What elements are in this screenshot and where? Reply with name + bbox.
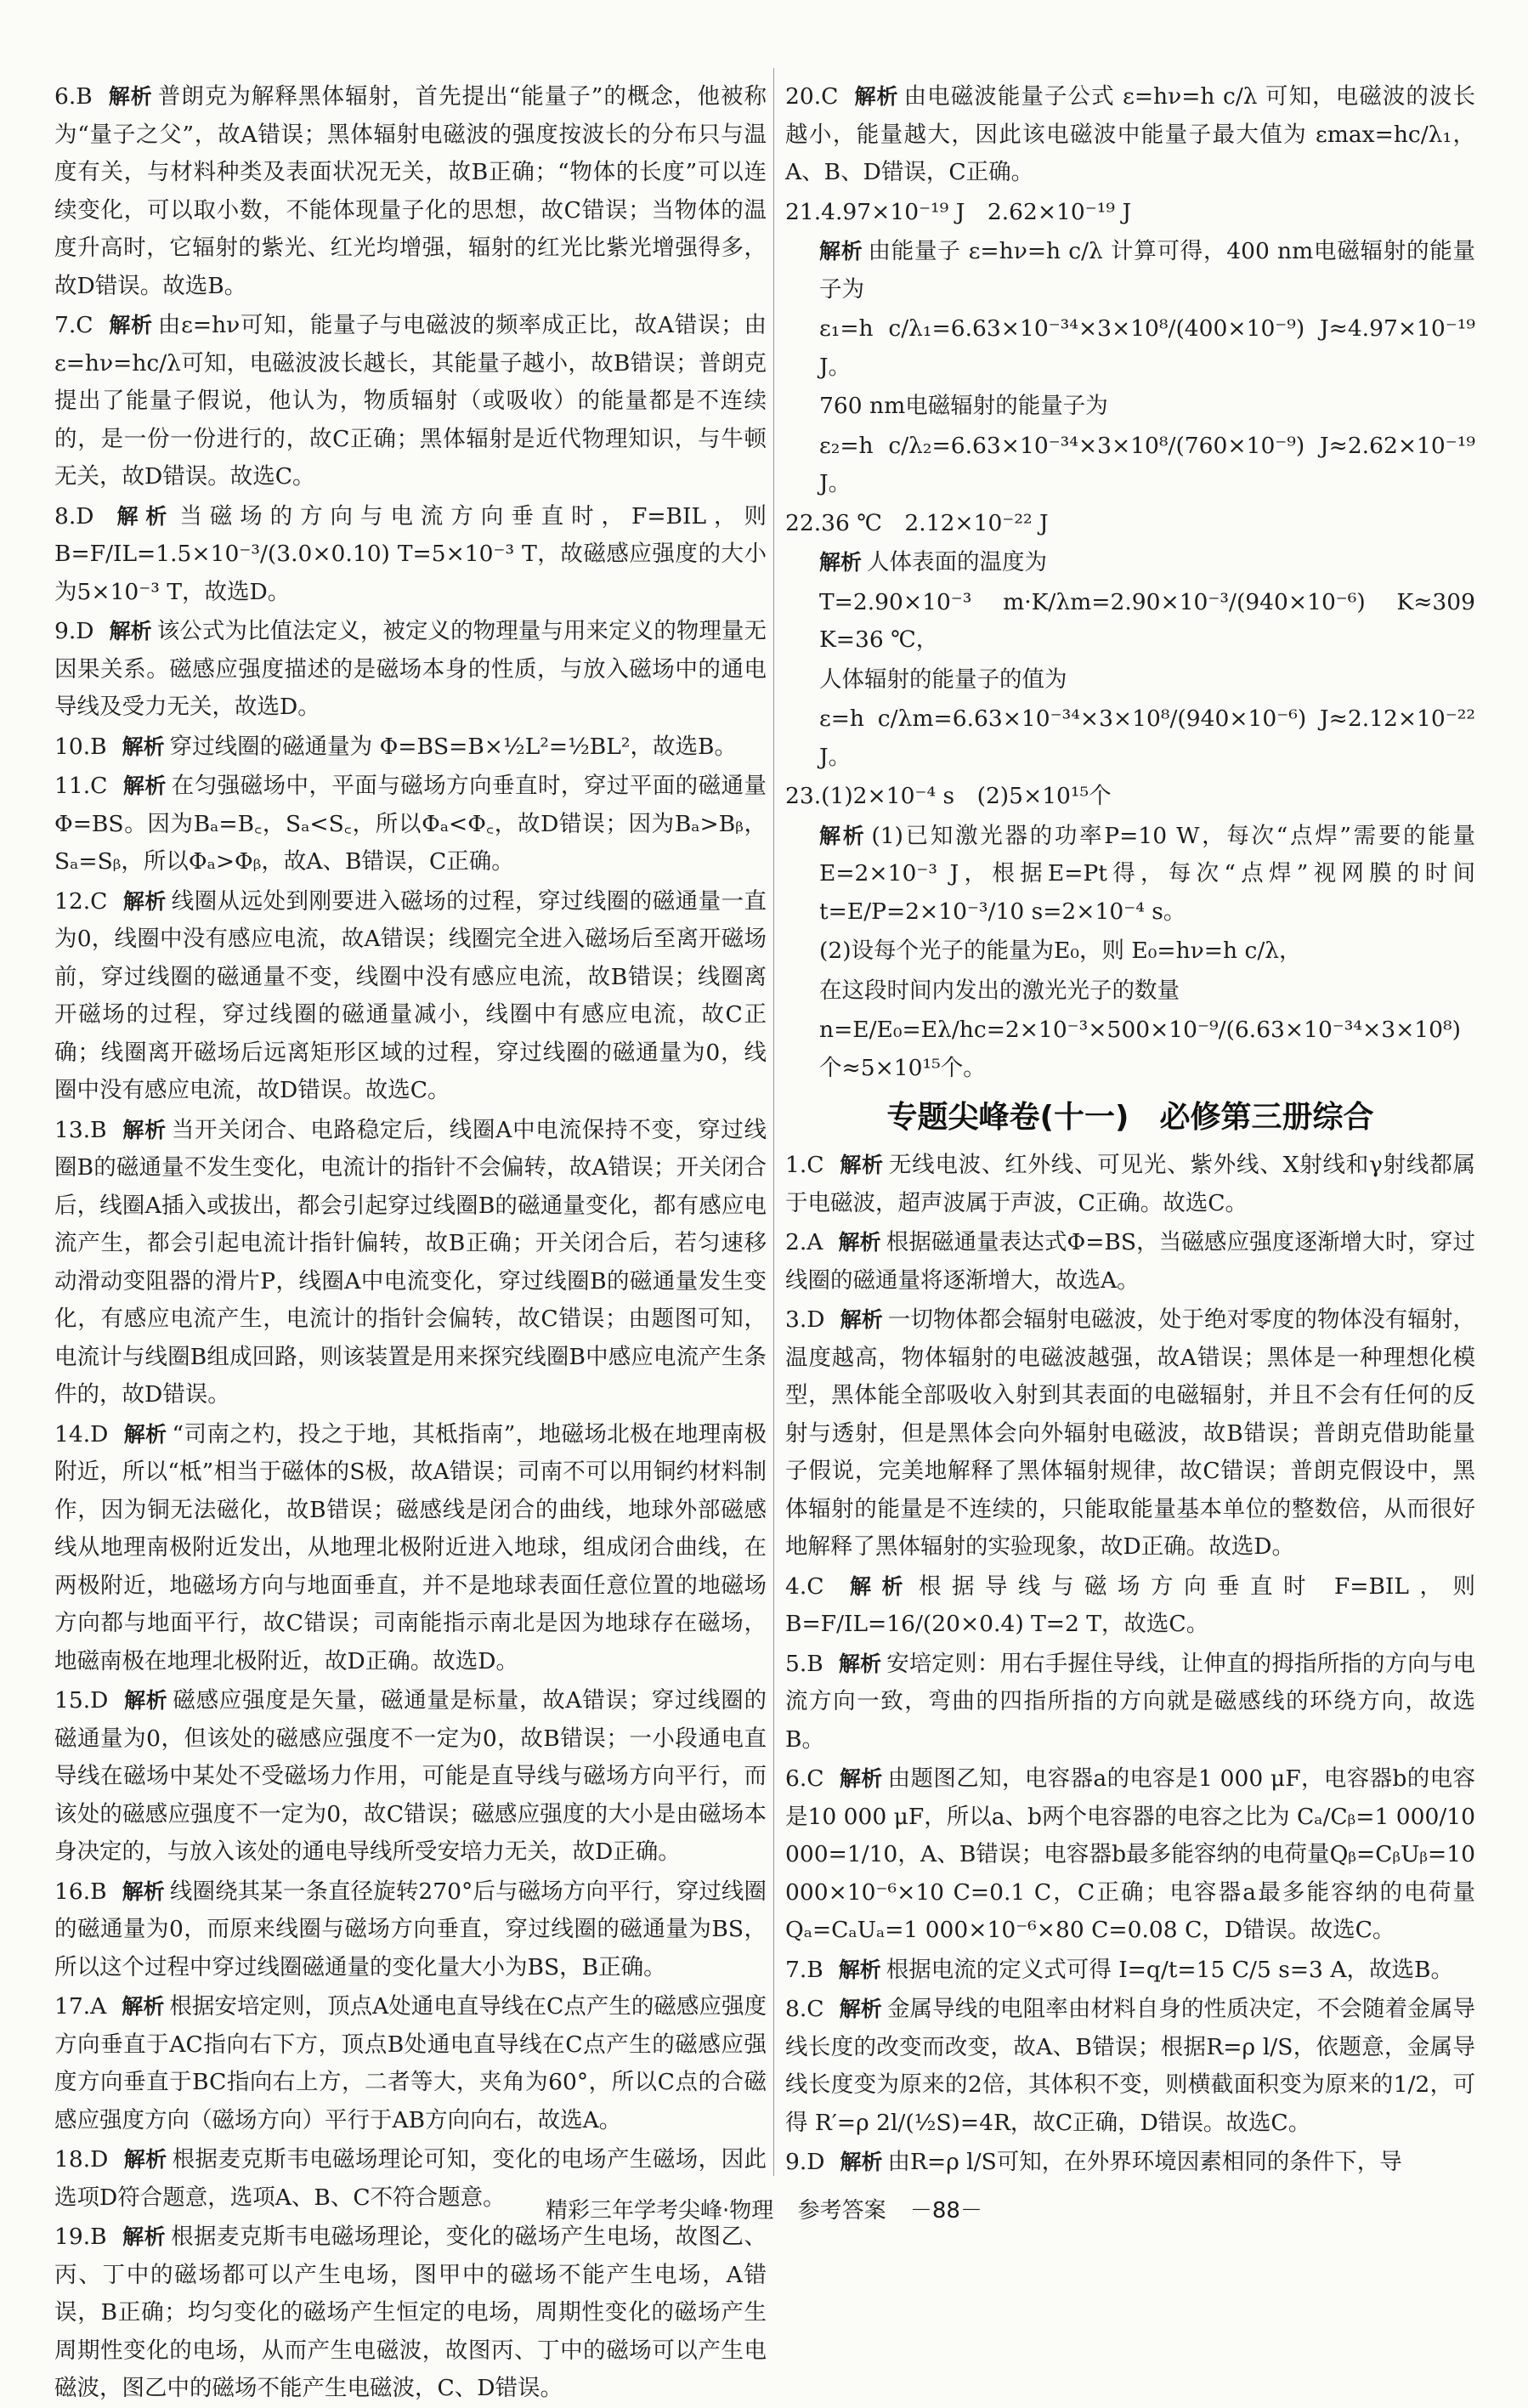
analysis-text: 根据磁通量表达式Φ=BS，当磁感应强度逐渐增大时，穿过线圈的磁通量将逐渐增大，故选A。 bbox=[785, 1229, 1475, 1294]
analysis-label: 解析 bbox=[122, 1117, 167, 1142]
analysis-text: 一切物体都会辐射电磁波，处于绝对零度的物体没有辐射，温度越高，物体辐射的电磁波越强，故A错误；黑体是一种理想化模型，黑体能全部吸收入射到其表面的电磁辐射，并且不会有任何的反射与透射，但是黑体会向外辐射电磁波，故B错误；普朗克借助能量子假说，完美地解释了黑体辐射规律，故C错误；普朗克假设中，黑体辐射的能量是不连续的，只能取能量基本单位的整数倍，从而很好地解释了黑体辐射的实验现象，故D正确。故选D。 bbox=[785, 1306, 1475, 1560]
analysis-label: 解析 bbox=[108, 313, 153, 337]
analysis-text: 由题图乙知，电容器a的电容是1 000 μF，电容器b的电容是10 000 μF，所以a、b两个电容器的电容之比为 Cₐ/Cᵦ=1 000/10 000=1/10，A、B错误；电容器b最多能容纳的电荷量Qᵦ=CᵦUᵦ=10 000×10⁻⁶×10 C=0.1 C，C正确；电容器a最多能容纳的电荷量Qₐ=CₐUₐ=1 000×10⁻⁶×80 C=0.08 C，D错误。故选C。 bbox=[785, 1765, 1476, 1943]
answer-item bbox=[819, 388, 1475, 426]
answer-key: 19.B bbox=[54, 2224, 107, 2250]
answer-item bbox=[785, 194, 1475, 232]
footer-page-number: －88－ bbox=[909, 2198, 982, 2224]
analysis-text: (1)已知激光器的功率P=10 W，每次“点焊”需要的能量E=2×10⁻³ J，根据E=Pt得，每次“点焊”视网膜的时间 t=E/P=2×10⁻³/10 s=2×10⁻⁴ s。 bbox=[819, 822, 1475, 925]
analysis-label: 解析 bbox=[819, 550, 863, 575]
answer-item bbox=[54, 1873, 767, 1987]
answer-key: 6.B bbox=[54, 83, 93, 110]
answer-item bbox=[819, 310, 1475, 386]
answer-item bbox=[54, 1682, 767, 1872]
answer-key: 20.C bbox=[785, 83, 839, 110]
answer-key: 9.D bbox=[785, 2149, 825, 2175]
analysis-label: 解析 bbox=[838, 1651, 882, 1676]
analysis-text: 根据麦克斯韦电磁场理论，变化的磁场产生电场，故图乙、丙、丁中的磁场都可以产生电场，图甲中的磁场不能产生电场，A错误，B正确；均匀变化的磁场产生恒定的电场，周期性变化的磁场产生周期性变化的电场，从而产生电磁波，故图丙、丁中的磁场可以产生电磁波，图乙中的磁场不能产生电磁波，C、D错误。 bbox=[54, 2224, 767, 2401]
answer-item bbox=[819, 972, 1475, 1011]
analysis-text: 安培定则：用右手握住导线，让伸直的拇指所指的方向与电流方向一致，弯曲的四指所指的方向就是磁感线的环绕方向，故选B。 bbox=[785, 1650, 1475, 1753]
answer-key: 7.B bbox=[785, 1956, 823, 1983]
analysis-text: 线圈从远处到刚要进入磁场的过程，穿过线圈的磁通量一直为0，线圈中没有感应电流，故A错误；线圈完全进入磁场后至离开磁场前，穿过线圈的磁通量不变，线圈中没有感应电流，故B错误；线圈离开磁场的过程，穿过线圈的磁通量减小，线圈中有感应电流，故C正确；线圈离开磁场后远离矩形区域的过程，穿过线圈的磁通量为0，线圈中没有感应电流，故D错误。故选C。 bbox=[54, 887, 767, 1103]
answer-item bbox=[785, 1224, 1475, 1300]
answer-key: 16.B bbox=[54, 1878, 107, 1905]
analysis-text: 磁感应强度是矢量，磁通量是标量，故A错误；穿过线圈的磁通量为0，但该处的磁感应强度不一定为0，故B错误；一小段通电直导线在磁场中某处不受磁场力作用，可能是直导线与磁场方向平行，而该处的磁感应强度不一定为0，故C错误；磁感应强度的大小是由磁场本身决定的，与放入该处的通电导线所受安培力无关，故D正确。 bbox=[54, 1687, 767, 1865]
analysis-text: 线圈绕其某一条直径旋转270°后与磁场方向平行，穿过线圈的磁通量为0，而原来线圈与磁场方向垂直，穿过线圈的磁通量为BS，所以这个过程中穿过线圈磁通量的变化量大小为BS，B正确。 bbox=[54, 1878, 767, 1980]
analysis-label: 解析 bbox=[840, 2150, 883, 2174]
analysis-label: 解析 bbox=[853, 84, 899, 109]
analysis-label: 解析 bbox=[109, 619, 152, 643]
answer-key: 10.B bbox=[54, 733, 107, 760]
answer-item bbox=[819, 661, 1475, 700]
analysis-label: 解析 bbox=[123, 1688, 168, 1713]
answer-item bbox=[54, 1112, 767, 1414]
section-title: 专题尖峰卷(十一) 必修第三册综合 bbox=[886, 1100, 1374, 1135]
answers-continued bbox=[785, 78, 1475, 1087]
answer-item bbox=[785, 778, 1475, 816]
analysis-label: 解析 bbox=[840, 1307, 883, 1332]
answer-key: 8.C bbox=[785, 1996, 824, 2022]
analysis-label: 解析 bbox=[819, 823, 867, 848]
analysis-label: 解析 bbox=[122, 1994, 165, 2019]
answer-item bbox=[54, 1416, 767, 1681]
analysis-text: 由能量子 ε=hν=h c/λ 计算可得，400 nm电磁辐射的能量子为 bbox=[819, 238, 1475, 303]
answer-key: 22.36 ℃ 2.12×10⁻²² J bbox=[785, 509, 1049, 536]
answer-item bbox=[54, 2218, 767, 2408]
answer-key: 6.C bbox=[785, 1765, 824, 1792]
answer-item bbox=[54, 883, 767, 1110]
analysis-text: 普朗克为解释黑体辐射，首先提出“能量子”的概念，他被称为“量子之父”，故A错误；黑体辐射电磁波的强度按波长的分布只与温度有关，与材料种类及表面状况无关，故B正确；“物体的长度”可以连续变化，可以取小数，不能体现量子化的思想，故C错误；当物体的温度升高时，它辐射的紫光、红光均增强，辐射的红光比紫光增强得多，故D错误。故选B。 bbox=[54, 83, 767, 299]
answer-item bbox=[54, 613, 767, 727]
answer-item bbox=[785, 505, 1475, 543]
answer-item bbox=[54, 728, 767, 767]
answer-key: 2.A bbox=[785, 1229, 823, 1255]
answer-item bbox=[785, 2144, 1475, 2182]
answer-item bbox=[785, 1646, 1475, 1759]
analysis-label: 解析 bbox=[839, 1997, 882, 2021]
analysis-text: 根据麦克斯韦电磁场理论可知，变化的电场产生磁场，因此选项D符合题意，选项A、B、C不符合题意。 bbox=[54, 2146, 767, 2211]
answer-item bbox=[785, 1952, 1475, 1990]
footer-book-title: 精彩三年学考尖峰·物理 bbox=[546, 2198, 774, 2224]
analysis-label: 解析 bbox=[122, 2224, 167, 2249]
answer-key: 13.B bbox=[54, 1116, 107, 1143]
analysis-label: 解析 bbox=[122, 773, 167, 798]
analysis-text: 由ε=hν可知，能量子与电磁波的频率成正比，故A错误；由ε=hν=hc/λ可知，电磁波波长越长，其能量子越小，故B错误；普朗克提出了能量子假说，他认为，物质辐射（或吸收）的能量都是不连续的，是一份一份进行的，故C正确；黑体辐射是近代物理知识，与牛顿无关，故D错误。故选C。 bbox=[54, 312, 767, 490]
answer-item bbox=[819, 233, 1475, 309]
answer-item bbox=[819, 932, 1475, 971]
analysis-text: ε₂=h c/λ₂=6.63×10⁻³⁴×3×10⁸/(760×10⁻⁹) J≈2.62×10⁻¹⁹ J。 bbox=[819, 432, 1475, 496]
answer-item bbox=[819, 700, 1475, 776]
analysis-text: 根据安培定则，顶点A处通电直导线在C点产生的磁感应强度方向垂直于AC指向右下方，顶点B处通电直导线在C点产生的磁感应强度方向垂直于BC指向右上方，二者等大，夹角为60°，所以C点的合磁感应强度方向（磁场方向）平行于AB方向向右，故选A。 bbox=[54, 1993, 767, 2133]
analysis-text: 当开关闭合、电路稳定后，线圈A中电流保持不变，穿过线圈B的磁通量不发生变化，电流计的指针不会偏转，故A错误；开关闭合后，线圈A插入或拔出，都会引起穿过线圈B的磁通量变化，都有感应电流产生，都会引起电流计指针偏转，故B正确；开关闭合后，若匀速移动滑动变阻器的滑片P，线圈A中电流变化，穿过线圈B的磁通量发生变化，有感应电流产生，电流计的指针会偏转，故C错误；由题图可知，电流计与线圈B组成回路，则该装置是用来探究线圈B中感应电流产生条件的，故D错误。 bbox=[54, 1116, 767, 1408]
answer-item bbox=[54, 768, 767, 881]
answer-item bbox=[54, 498, 767, 612]
analysis-label: 解析 bbox=[122, 1878, 165, 1904]
analysis-label: 解析 bbox=[123, 1421, 167, 1447]
analysis-text: 人体辐射的能量子的值为 bbox=[819, 666, 1067, 693]
analysis-text: 由R=ρ l/S可知，在外界环境因素相同的条件下，导 bbox=[887, 2149, 1402, 2175]
analysis-text: n=E/E₀=Eλ/hc=2×10⁻³×500×10⁻⁹/(6.63×10⁻³⁴×3×10⁸)个≈5×10¹⁵个。 bbox=[819, 1017, 1461, 1081]
answer-key: 12.C bbox=[54, 887, 108, 915]
analysis-label: 解析 bbox=[839, 1766, 883, 1791]
answer-key: 15.D bbox=[54, 1687, 109, 1714]
answer-item bbox=[54, 307, 767, 496]
answer-key: 9.D bbox=[54, 618, 94, 644]
analysis-text: T=2.90×10⁻³ m·K/λm=2.90×10⁻³/(940×10⁻⁶) K≈309 K=36 ℃， bbox=[819, 588, 1475, 653]
answer-item bbox=[785, 1760, 1475, 1950]
analysis-label: 解析 bbox=[819, 239, 863, 263]
answers-section-11 bbox=[785, 1147, 1475, 2182]
analysis-text: ε=h c/λm=6.63×10⁻³⁴×3×10⁸/(940×10⁻⁶) J≈2.12×10⁻²² J。 bbox=[819, 705, 1475, 770]
answer-key: 14.D bbox=[54, 1420, 109, 1448]
footer-section: 参考答案 bbox=[797, 2198, 886, 2224]
right-column bbox=[785, 78, 1475, 2178]
answer-key: 17.A bbox=[54, 1993, 107, 2020]
answer-key: 1.C bbox=[785, 1152, 824, 1178]
answer-item bbox=[785, 1991, 1475, 2142]
analysis-label: 解析 bbox=[122, 734, 165, 759]
answer-item bbox=[819, 428, 1475, 503]
answer-item bbox=[785, 1568, 1475, 1644]
analysis-label: 解析 bbox=[838, 1230, 881, 1255]
column-divider bbox=[773, 68, 774, 2176]
answer-key: 23.(1)2×10⁻⁴ s (2)5×10¹⁵个 bbox=[785, 783, 1112, 809]
answer-key: 5.B bbox=[785, 1650, 823, 1677]
analysis-label: 解析 bbox=[839, 1573, 914, 1599]
analysis-label: 解析 bbox=[838, 1957, 881, 1982]
analysis-label: 解析 bbox=[839, 1153, 884, 1177]
analysis-text: 根据电流的定义式可得 I=q/t=15 C/5 s=3 A，故选B。 bbox=[886, 1956, 1453, 1983]
analysis-text: 当磁场的方向与电流方向垂直时，F=BIL，则 B=F/IL=1.5×10⁻³/(3.0×0.10) T=5×10⁻³ T，故磁感应强度的大小为5×10⁻³ T，故选D。 bbox=[54, 502, 767, 605]
answer-item bbox=[785, 1301, 1475, 1567]
analysis-text: “司南之杓，投之于地，其柢指南”，地磁场北极在地理南极附近，所以“柢”相当于磁体的S极，故A错误；司南不可以用铜约材料制作，因为铜无法磁化，故B错误；磁感线是闭合的曲线，地球外部磁感线从地理南极附近发出，从地理北极附近进入地球，组成闭合曲线，在两极附近，地磁场方向与地面垂直，并不是地球表面任意位置的地磁场方向都与地面平行，故C错误；司南能指示南北是因为地球存在磁场，地磁南极在地理北极附近，故D正确。故选D。 bbox=[54, 1420, 767, 1674]
answer-key: 8.D bbox=[54, 502, 94, 530]
analysis-text: 穿过线圈的磁通量为 Φ=BS=B×½L²=½BL²，故选B。 bbox=[169, 733, 737, 760]
analysis-text: 在这段时间内发出的激光光子的数量 bbox=[819, 977, 1180, 1004]
answer-item bbox=[54, 78, 767, 305]
answer-item bbox=[785, 78, 1475, 192]
answer-key: 11.C bbox=[54, 773, 108, 799]
answer-item bbox=[819, 544, 1475, 582]
analysis-text: 该公式为比值法定义，被定义的物理量与用来定义的物理量无因果关系。磁感应强度描述的是磁场本身的性质，与放入磁场中的通电导线及受力无关，故选D。 bbox=[54, 618, 767, 720]
analysis-text: 由电磁波能量子公式 ε=hν=h c/λ 可知，电磁波的波长越小，能量越大，因此该电磁波中能量子最大值为 εmax=hc/λ₁，A、B、D错误，C正确。 bbox=[785, 83, 1475, 185]
page-footer bbox=[0, 2193, 1528, 2224]
analysis-text: (2)设每个光子的能量为E₀，则 E₀=hν=h c/λ， bbox=[819, 938, 1302, 964]
answer-item bbox=[819, 1011, 1475, 1087]
answer-key: 4.C bbox=[785, 1572, 824, 1600]
analysis-label: 解析 bbox=[122, 888, 167, 914]
answer-item bbox=[819, 584, 1475, 660]
answer-item bbox=[54, 1988, 767, 2139]
answer-key: 18.D bbox=[54, 2146, 109, 2173]
analysis-text: 金属导线的电阻率由材料自身的性质决定，不会随着金属导线长度的改变而改变，故A、B错误；根据R=ρ l/S，依题意，金属导线长度变为原来的2倍，其体积不变，则横截面积变为原来的1/2，可得 R′=ρ 2l/(½S)=4R，故C正确，D错误。故选C。 bbox=[785, 1996, 1475, 2136]
answer-key: 7.C bbox=[54, 312, 93, 338]
analysis-text: ε₁=h c/λ₁=6.63×10⁻³⁴×3×10⁸/(400×10⁻⁹) J≈4.97×10⁻¹⁹ J。 bbox=[819, 315, 1475, 380]
analysis-text: 760 nm电磁辐射的能量子为 bbox=[819, 393, 1108, 419]
analysis-label: 解析 bbox=[107, 84, 153, 109]
analysis-text: 根据导线与磁场方向垂直时 F=BIL，则 B=F/IL=16/(20×0.4) T=2 T，故选C。 bbox=[785, 1572, 1475, 1637]
answer-key: 21.4.97×10⁻¹⁹ J 2.62×10⁻¹⁹ J bbox=[785, 198, 1132, 225]
answer-key: 3.D bbox=[785, 1306, 825, 1333]
analysis-text: 无线电波、红外线、可见光、紫外线、X射线和γ射线都属于电磁波，超声波属于声波，C正确。故选C。 bbox=[785, 1152, 1475, 1216]
analysis-text: 人体表面的温度为 bbox=[867, 549, 1048, 575]
analysis-label: 解析 bbox=[123, 2147, 167, 2172]
answer-item bbox=[819, 818, 1475, 932]
answer-item bbox=[785, 1147, 1475, 1222]
analysis-label: 解析 bbox=[109, 503, 175, 529]
analysis-text: 在匀强磁场中，平面与磁场方向垂直时，穿过平面的磁通量Φ=BS。因为Bₐ=B꜀，Sₐ<S꜀，所以Φₐ<Φ꜀，故D错误；因为Bₐ>Bᵦ，Sₐ=Sᵦ，所以Φₐ>Φᵦ，故A、B错误，C正确。 bbox=[54, 773, 767, 875]
